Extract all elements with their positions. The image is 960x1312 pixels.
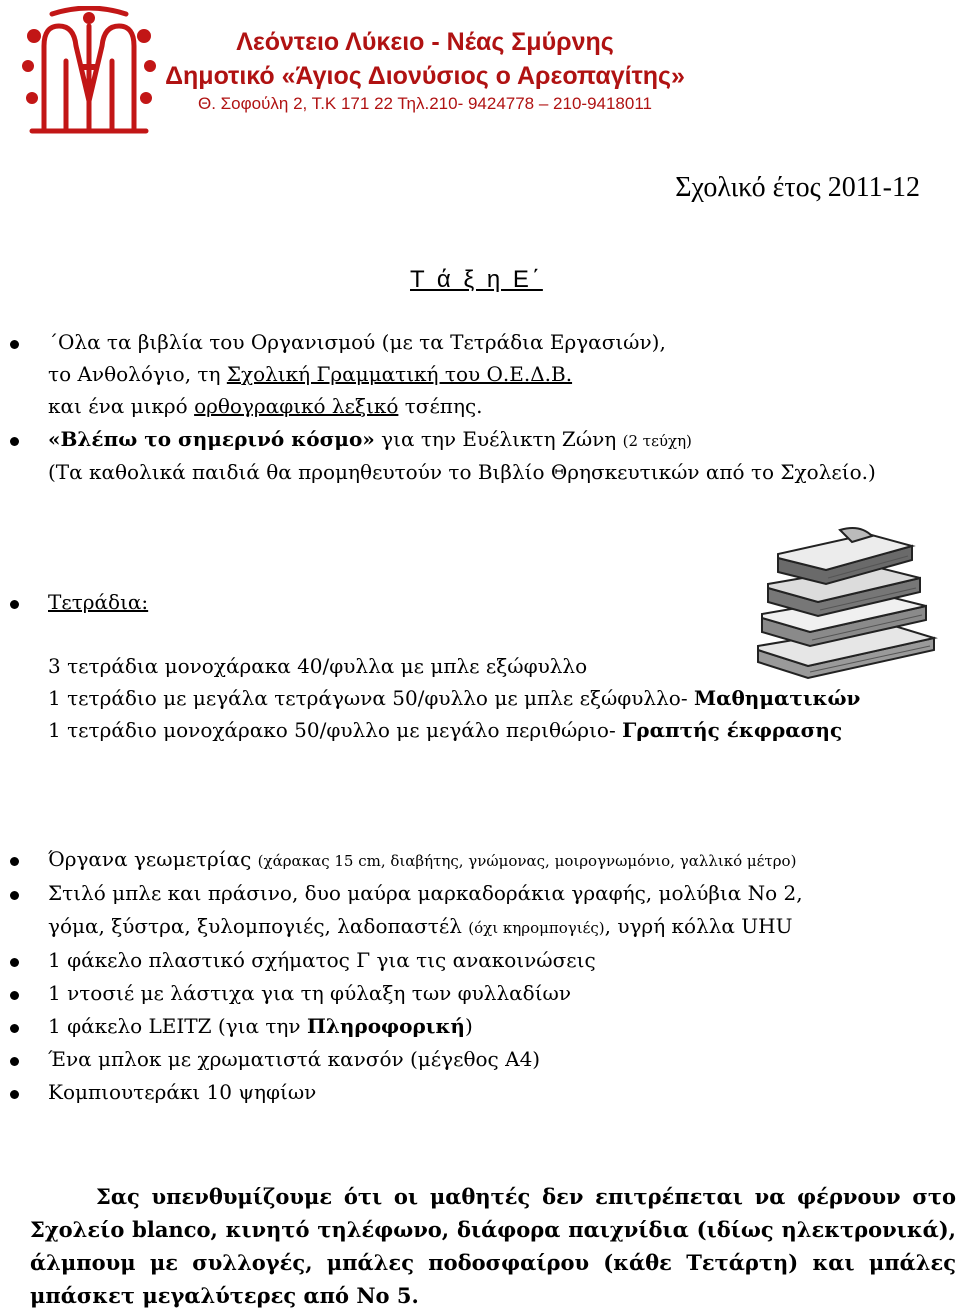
reminder-paragraph: Σας υπενθυμίζουμε ότι οι μαθητές δεν επιτρέπεται να φέρνουν στο Σχολείο blanco, κινητό τηλέφωνο, διάφορα παιχνίδια (ιδίως ηλεκτρονικά), άλμπουμ με συλλογές, μπάλες ποδοσφαίρου (κάθε Τετάρτη) και μπάλες μπάσκετ μεγαλύτερες από Νο 5. <box>30 1184 956 1308</box>
bullet-icon <box>10 991 19 1000</box>
bullet-icon <box>10 891 19 900</box>
books-item-line3: και ένα μικρό ορθογραφικό λεξικό τσέπης. <box>48 394 483 418</box>
books-icon <box>748 520 944 680</box>
notebook-item: 1 τετράδιο μονοχάρακο 50/φυλλο με μεγάλο περιθώριο- Γραπτής έκφρασης <box>48 718 843 742</box>
supply-item: 1 φάκελο πλαστικό σχήματος Γ για τις ανακοινώσεις <box>48 948 596 972</box>
notebook-item: 3 τετράδια μονοχάρακα 40/φυλλα με μπλε εξώφυλλο <box>48 654 588 678</box>
school-address: Θ. Σοφούλη 2, Τ.Κ 171 22 Τηλ.210- 9424778 – 210-9418011 <box>198 94 652 113</box>
supply-item: Ένα μπλοκ με χρωματιστά κανσόν (μέγεθος Α4) <box>48 1047 541 1071</box>
bullet-icon <box>10 1024 19 1033</box>
bullet-icon <box>10 1090 19 1099</box>
bullet-icon <box>10 857 19 866</box>
notebook-item: 1 τετράδιο με μεγάλα τετράγωνα 50/φυλλο με μπλε εξώφυλλο- Μαθηματικών <box>48 686 861 710</box>
supply-item: 1 ντοσιέ με λάστιχα για τη φύλαξη των φυλλαδίων <box>48 981 572 1005</box>
religion-book-note: (Τα καθολικά παιδιά θα προμηθευτούν το Βιβλίο Θρησκευτικών από το Σχολείο.) <box>48 460 876 484</box>
supply-item: 1 φάκελο LEITZ (για την Πληροφορική) <box>48 1014 473 1038</box>
school-name: Λεόντειο Λύκειο - Νέας Σμύρνης <box>236 28 614 56</box>
supply-item: Κομπιουτεράκι 10 ψηφίων <box>48 1080 317 1104</box>
supply-item: Όργανα γεωμετρίας (χάρακας 15 cm, διαβήτης, γνώμονας, μοιρογνωμόνιο, γαλλικό μέτρο) <box>48 847 797 871</box>
school-year: Σχολικό έτος 2011-12 <box>675 172 920 203</box>
notebooks-heading: Τετράδια: <box>48 590 149 614</box>
supply-item: Στιλό μπλε και πράσινο, δυο μαύρα μαρκαδοράκια γραφής, μολύβια Νο 2, <box>48 881 803 905</box>
flexible-zone-item: «Βλέπω το σημερινό κόσμο» για την Ευέλικτη Ζώνη (2 τεύχη) <box>48 427 692 451</box>
bullet-icon <box>10 437 19 446</box>
school-division: Δημοτικό «Άγιος Διονύσιος ο Αρεοπαγίτης» <box>165 62 685 90</box>
grade-title: Τ ά ξ η Ε΄ <box>410 266 543 293</box>
bullet-icon <box>10 340 19 349</box>
books-item-line2: το Ανθολόγιο, τη Σχολική Γραμματική του Ο.Ε.Δ.Β. <box>48 362 573 386</box>
supply-item-continued: γόμα, ξύστρα, ξυλομπογιές, λαδοπαστέλ (όχι κηρομπογιές), υγρή κόλλα UHU <box>48 914 793 938</box>
bullet-icon <box>10 958 19 967</box>
bullet-icon <box>10 600 19 609</box>
bullet-icon <box>10 1057 19 1066</box>
books-item-line1: ΄Ολα τα βιβλία του Οργανισμού (με τα Τετράδια Εργασιών), <box>48 330 666 354</box>
